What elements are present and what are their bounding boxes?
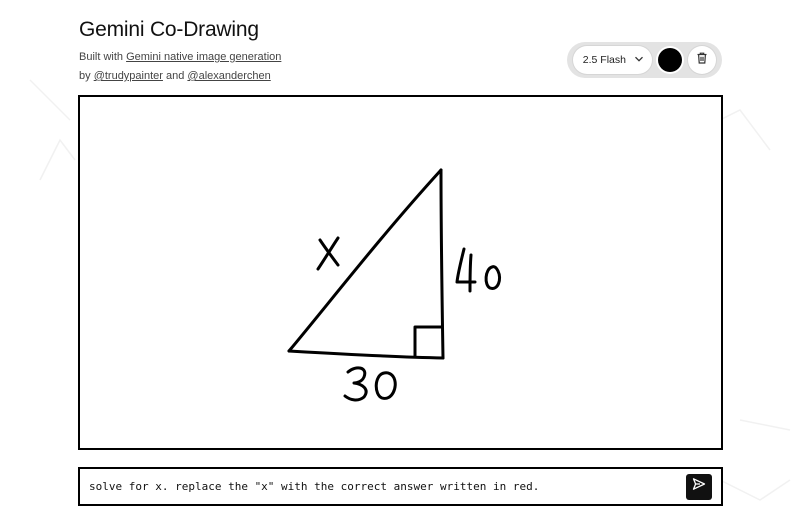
- by-prefix: by: [79, 70, 94, 82]
- label-base-length: 30: [370, 387, 372, 388]
- author-alexanderchen-link[interactable]: @alexanderchen: [187, 70, 271, 82]
- model-select[interactable]: [573, 46, 652, 74]
- drawing-surface: [80, 97, 721, 448]
- label-x-strokes: [318, 238, 338, 269]
- trash-icon: [695, 51, 709, 70]
- label-40-strokes: [457, 249, 500, 291]
- model-select-value: 2.5 Flash: [582, 54, 626, 66]
- label-vertical-length: 40: [478, 272, 480, 273]
- triangle-vertical-leg: [441, 170, 443, 358]
- chevron-down-icon: [634, 54, 644, 67]
- prompt-input[interactable]: [80, 468, 686, 505]
- triangle-base: [289, 351, 443, 358]
- built-with-prefix: Built with: [79, 51, 127, 63]
- label-x: X: [328, 255, 329, 256]
- byline: [79, 67, 281, 86]
- clear-canvas-button[interactable]: [688, 46, 716, 74]
- label-30-strokes: [345, 368, 395, 400]
- author-trudypainter-link[interactable]: @trudypainter: [93, 70, 163, 82]
- built-with-line: [79, 48, 281, 67]
- prompt-form: [78, 467, 723, 506]
- send-button[interactable]: [686, 474, 712, 500]
- gemini-image-gen-link[interactable]: Gemini native image generation: [126, 51, 282, 63]
- toolbar: [567, 42, 722, 78]
- right-angle-marker: [415, 327, 442, 357]
- header: [79, 18, 281, 86]
- and-text: and: [162, 70, 188, 82]
- triangle-hypotenuse: [289, 170, 441, 351]
- drawing-canvas[interactable]: [78, 95, 723, 450]
- send-icon: [692, 477, 706, 496]
- page-title: Gemini Co-Drawing: [79, 18, 259, 41]
- color-picker-button[interactable]: [658, 48, 682, 72]
